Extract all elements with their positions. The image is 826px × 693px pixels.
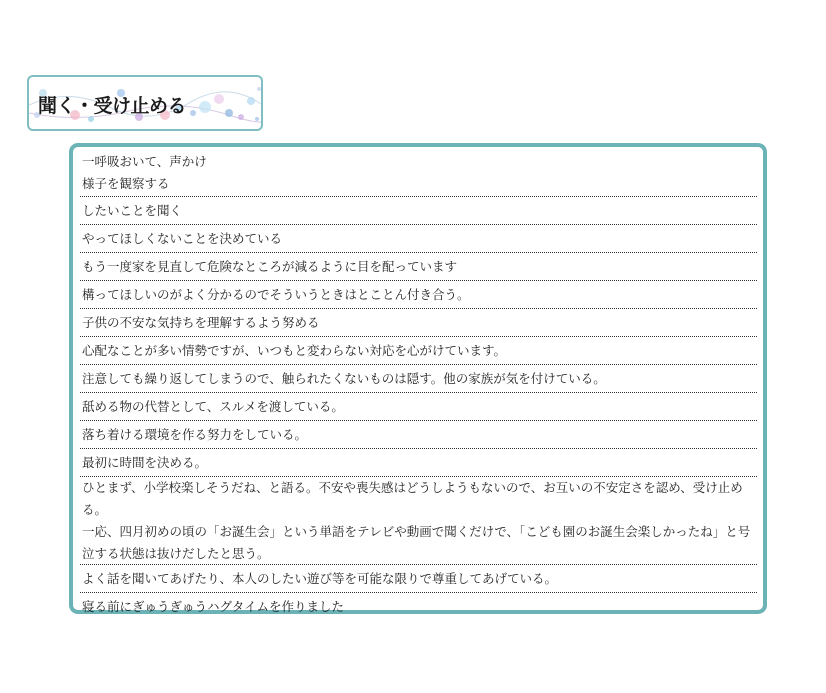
list-item: 注意しても繰り返してしまうので、触られたくないものは隠す。他の家族が気を付けている。 [80,365,757,393]
list-item: 一呼吸おいて、声かけ 様子を観察する [80,150,757,197]
list-item: やってほしくないことを決めている [80,225,757,253]
list-item: したいことを聞く [80,197,757,225]
list-item: 最初に時間を決める。 [80,449,757,477]
list-item: 舐める物の代替として、スルメを渡している。 [80,393,757,421]
list-item: 心配なことが多い情勢ですが、いつもと変わらない対応を心がけています。 [80,337,757,365]
list-item: もう一度家を見直して危険なところが減るように目を配っています [80,253,757,281]
list-item: よく話を聞いてあげたり、本人のしたい遊び等を可能な限りで尊重してあげている。 [80,565,757,593]
list-item: 落ち着ける環境を作る努力をしている。 [80,421,757,449]
list-item: 子供の不安な気持ちを理解するよう努める [80,309,757,337]
response-list-box [69,143,767,614]
list-item: 構ってほしいのがよく分かるのでそういうときはとことん付き合う。 [80,281,757,309]
response-list [80,150,757,621]
list-item: ひとまず、小学校楽しそうだね、と語る。不安や喪失感はどうしようもないので、お互いの不安定さを認め、受け止める。 一応、四月初めの頃の「お誕生会」という単語をテレビや動画で聞くだけで、「こども園のお誕生会楽しかったね」と号泣する状態は抜けだしたと思う。 [80,477,757,565]
section-title-box [27,75,263,131]
section-title: 聞く・受け止める [38,95,187,117]
list-item: 寝る前にぎゅうぎゅうハグタイムを作りました [82,599,345,614]
